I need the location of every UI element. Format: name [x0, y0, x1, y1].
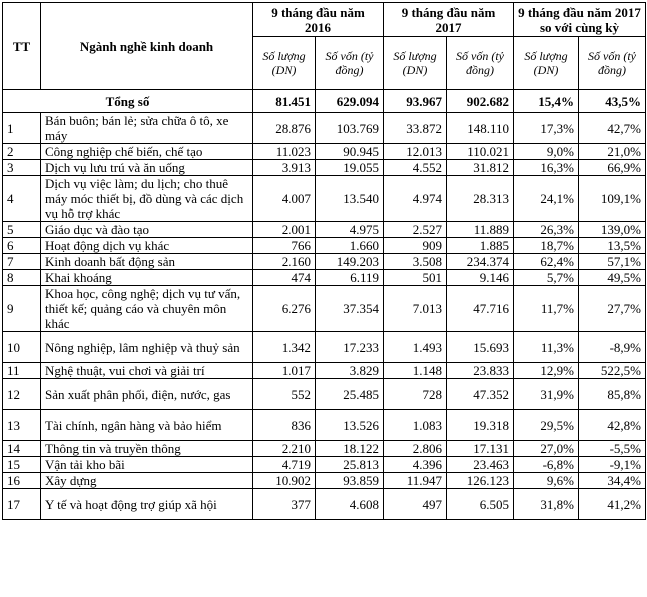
row-von-2016: 13.540 [316, 176, 384, 222]
row-sl-pct: 12,9% [514, 363, 579, 379]
row-sl-2016: 2.001 [253, 222, 316, 238]
row-sl-2016: 11.023 [253, 144, 316, 160]
row-name: Giáo dục và đào tạo [41, 222, 253, 238]
row-von-pct: -8,9% [579, 332, 646, 363]
row-von-pct: 41,2% [579, 489, 646, 520]
table-row [3, 286, 646, 332]
row-sl-2016: 377 [253, 489, 316, 520]
row-sl-2016: 2.160 [253, 254, 316, 270]
header-von-2016: Số vốn (tỷ đồng) [316, 37, 384, 90]
row-name: Vận tải kho bãi [41, 457, 253, 473]
row-name: Y tế và hoạt động trợ giúp xã hội [41, 489, 253, 520]
row-von-2016: 6.119 [316, 270, 384, 286]
business-registration-table [2, 2, 646, 520]
row-von-2016: 3.829 [316, 363, 384, 379]
table-row [3, 332, 646, 363]
total-sl-2016: 81.451 [253, 90, 316, 113]
row-name: Dịch vụ lưu trú và ăn uống [41, 160, 253, 176]
table-row [3, 113, 646, 144]
total-von-2016: 629.094 [316, 90, 384, 113]
table-row [3, 270, 646, 286]
total-row [3, 90, 646, 113]
row-von-pct: 13,5% [579, 238, 646, 254]
row-sl-2016: 28.876 [253, 113, 316, 144]
row-tt: 16 [3, 473, 41, 489]
row-tt: 3 [3, 160, 41, 176]
row-von-2016: 4.975 [316, 222, 384, 238]
row-sl-pct: 11,7% [514, 286, 579, 332]
row-von-pct: 27,7% [579, 286, 646, 332]
table-row [3, 441, 646, 457]
header-group-2017: 9 tháng đầu năm 2017 [384, 3, 514, 37]
row-von-pct: 139,0% [579, 222, 646, 238]
row-von-pct: 34,4% [579, 473, 646, 489]
row-sl-2017: 3.508 [384, 254, 447, 270]
row-von-2016: 37.354 [316, 286, 384, 332]
row-sl-2017: 1.083 [384, 410, 447, 441]
row-von-2016: 103.769 [316, 113, 384, 144]
row-sl-2017: 909 [384, 238, 447, 254]
header-nganh: Ngành nghề kinh doanh [41, 3, 253, 90]
row-von-pct: 85,8% [579, 379, 646, 410]
row-von-2016: 90.945 [316, 144, 384, 160]
row-von-2016: 17.233 [316, 332, 384, 363]
row-tt: 6 [3, 238, 41, 254]
row-sl-pct: 5,7% [514, 270, 579, 286]
row-sl-2017: 12.013 [384, 144, 447, 160]
row-von-pct: 522,5% [579, 363, 646, 379]
row-von-2017: 31.812 [447, 160, 514, 176]
row-von-2017: 28.313 [447, 176, 514, 222]
row-tt: 11 [3, 363, 41, 379]
row-tt: 1 [3, 113, 41, 144]
row-name: Kinh doanh bất động sản [41, 254, 253, 270]
row-name: Bán buôn; bán lẻ; sửa chữa ô tô, xe máy [41, 113, 253, 144]
row-von-2016: 19.055 [316, 160, 384, 176]
row-name: Thông tin và truyền thông [41, 441, 253, 457]
row-von-pct: 109,1% [579, 176, 646, 222]
row-sl-pct: 16,3% [514, 160, 579, 176]
row-von-2017: 17.131 [447, 441, 514, 457]
row-sl-2017: 33.872 [384, 113, 447, 144]
total-von-pct: 43,5% [579, 90, 646, 113]
total-sl-pct: 15,4% [514, 90, 579, 113]
header-sl-2016: Số lượng (DN) [253, 37, 316, 90]
header-von-pct: Số vốn (tỷ đồng) [579, 37, 646, 90]
row-von-2017: 234.374 [447, 254, 514, 270]
row-von-pct: 42,7% [579, 113, 646, 144]
row-sl-2017: 4.396 [384, 457, 447, 473]
row-sl-2017: 2.806 [384, 441, 447, 457]
row-von-2016: 1.660 [316, 238, 384, 254]
row-name: Công nghiệp chế biến, chế tạo [41, 144, 253, 160]
row-von-2016: 25.485 [316, 379, 384, 410]
row-sl-pct: 9,0% [514, 144, 579, 160]
table-row [3, 222, 646, 238]
row-sl-pct: 11,3% [514, 332, 579, 363]
row-sl-pct: 31,9% [514, 379, 579, 410]
row-tt: 13 [3, 410, 41, 441]
row-sl-pct: 9,6% [514, 473, 579, 489]
header-group-2016: 9 tháng đầu năm 2016 [253, 3, 384, 37]
row-sl-2017: 1.493 [384, 332, 447, 363]
row-tt: 5 [3, 222, 41, 238]
row-sl-2016: 4.719 [253, 457, 316, 473]
row-von-pct: 57,1% [579, 254, 646, 270]
row-von-2017: 47.352 [447, 379, 514, 410]
row-name: Tài chính, ngân hàng và bảo hiểm [41, 410, 253, 441]
row-von-2016: 13.526 [316, 410, 384, 441]
row-von-2017: 47.716 [447, 286, 514, 332]
row-sl-pct: 26,3% [514, 222, 579, 238]
table-row [3, 160, 646, 176]
table-row [3, 489, 646, 520]
row-von-2016: 18.122 [316, 441, 384, 457]
row-sl-2017: 4.974 [384, 176, 447, 222]
row-von-2016: 149.203 [316, 254, 384, 270]
row-name: Sản xuất phân phối, điện, nước, gas [41, 379, 253, 410]
table-row [3, 363, 646, 379]
row-name: Hoạt động dịch vụ khác [41, 238, 253, 254]
table-row [3, 144, 646, 160]
row-tt: 7 [3, 254, 41, 270]
row-sl-2016: 1.342 [253, 332, 316, 363]
row-von-pct: 21,0% [579, 144, 646, 160]
row-name: Nghệ thuật, vui chơi và giải trí [41, 363, 253, 379]
row-tt: 4 [3, 176, 41, 222]
row-sl-2016: 836 [253, 410, 316, 441]
row-von-2017: 15.693 [447, 332, 514, 363]
row-von-2017: 1.885 [447, 238, 514, 254]
row-sl-2016: 6.276 [253, 286, 316, 332]
row-von-2016: 93.859 [316, 473, 384, 489]
row-tt: 9 [3, 286, 41, 332]
row-name: Khoa học, công nghệ; dịch vụ tư vấn, thiết kế; quảng cáo và chuyên môn khác [41, 286, 253, 332]
row-sl-2016: 10.902 [253, 473, 316, 489]
row-name: Nông nghiệp, lâm nghiệp và thuỷ sản [41, 332, 253, 363]
row-von-2017: 148.110 [447, 113, 514, 144]
row-sl-2016: 766 [253, 238, 316, 254]
row-sl-2016: 552 [253, 379, 316, 410]
row-sl-pct: 18,7% [514, 238, 579, 254]
row-sl-2017: 1.148 [384, 363, 447, 379]
header-von-2017: Số vốn (tỷ đồng) [447, 37, 514, 90]
row-sl-pct: 29,5% [514, 410, 579, 441]
row-tt: 2 [3, 144, 41, 160]
row-von-2017: 6.505 [447, 489, 514, 520]
row-sl-2017: 4.552 [384, 160, 447, 176]
row-sl-2017: 497 [384, 489, 447, 520]
row-von-2017: 9.146 [447, 270, 514, 286]
row-sl-2016: 3.913 [253, 160, 316, 176]
header-tt: TT [3, 3, 41, 90]
row-sl-2017: 11.947 [384, 473, 447, 489]
row-sl-2017: 2.527 [384, 222, 447, 238]
header-sl-2017: Số lượng (DN) [384, 37, 447, 90]
row-sl-2016: 4.007 [253, 176, 316, 222]
total-sl-2017: 93.967 [384, 90, 447, 113]
row-name: Dịch vụ việc làm; du lịch; cho thuê máy móc thiết bị, đồ dùng và các dịch vụ hỗ trợ khác [41, 176, 253, 222]
row-von-2016: 25.813 [316, 457, 384, 473]
row-tt: 8 [3, 270, 41, 286]
table-row [3, 473, 646, 489]
row-sl-2016: 2.210 [253, 441, 316, 457]
table-row [3, 410, 646, 441]
table-row [3, 238, 646, 254]
row-sl-pct: 17,3% [514, 113, 579, 144]
row-tt: 10 [3, 332, 41, 363]
table-row [3, 457, 646, 473]
row-sl-pct: 31,8% [514, 489, 579, 520]
row-sl-pct: 24,1% [514, 176, 579, 222]
row-von-pct: 49,5% [579, 270, 646, 286]
row-von-pct: 66,9% [579, 160, 646, 176]
row-von-2017: 11.889 [447, 222, 514, 238]
total-von-2017: 902.682 [447, 90, 514, 113]
row-name: Khai khoáng [41, 270, 253, 286]
total-label: Tổng số [3, 90, 253, 113]
row-sl-pct: -6,8% [514, 457, 579, 473]
row-tt: 15 [3, 457, 41, 473]
row-sl-pct: 62,4% [514, 254, 579, 270]
row-sl-pct: 27,0% [514, 441, 579, 457]
row-von-2016: 4.608 [316, 489, 384, 520]
table-row [3, 176, 646, 222]
row-tt: 17 [3, 489, 41, 520]
row-von-2017: 110.021 [447, 144, 514, 160]
table-row [3, 379, 646, 410]
row-sl-2016: 1.017 [253, 363, 316, 379]
header-sl-pct: Số lượng (DN) [514, 37, 579, 90]
row-von-2017: 23.833 [447, 363, 514, 379]
header-group-compare: 9 tháng đầu năm 2017 so với cùng kỳ [514, 3, 646, 37]
row-von-2017: 23.463 [447, 457, 514, 473]
table-row [3, 254, 646, 270]
row-tt: 14 [3, 441, 41, 457]
row-von-pct: -9,1% [579, 457, 646, 473]
row-sl-2017: 501 [384, 270, 447, 286]
row-sl-2017: 7.013 [384, 286, 447, 332]
row-von-pct: -5,5% [579, 441, 646, 457]
row-von-2017: 126.123 [447, 473, 514, 489]
row-name: Xây dựng [41, 473, 253, 489]
row-sl-2016: 474 [253, 270, 316, 286]
row-von-2017: 19.318 [447, 410, 514, 441]
header-row-groups [3, 3, 646, 37]
row-sl-2017: 728 [384, 379, 447, 410]
row-von-pct: 42,8% [579, 410, 646, 441]
row-tt: 12 [3, 379, 41, 410]
